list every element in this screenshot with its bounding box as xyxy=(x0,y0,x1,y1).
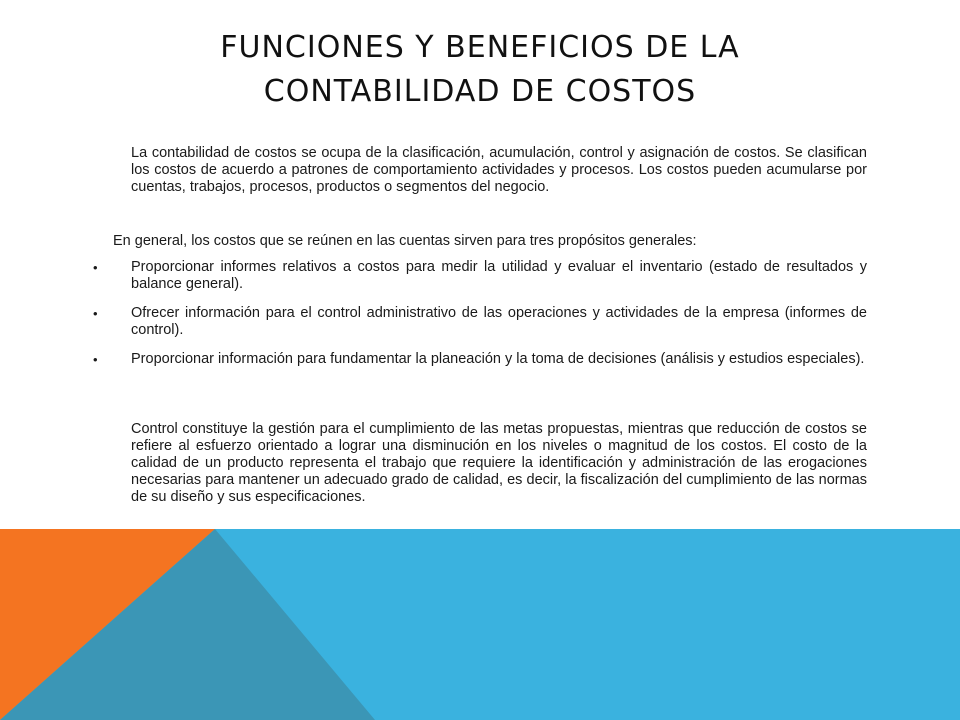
bullet-marker: • xyxy=(93,352,98,367)
list-item-text: Ofrecer información para el control administrativo de las operaciones y actividades de la empresa (informes de control). xyxy=(131,305,867,338)
paragraph-control: Control constituye la gestión para el cumplimiento de las metas propuestas, mientras que reducción de costos se refiere al esfuerzo orientado a lograr una disminución en los niveles o magnitud de los costos. El costo de la calidad de un producto representa el trabajo que requiere la identificación y administración de las erogaciones necesarias para mantener un adecuado grado de calidad, es decir, la fiscalización del cumplimiento de las normas de su diseño y sus especificaciones. xyxy=(131,421,867,505)
list-item xyxy=(93,259,867,293)
slide-title-line-1: FUNCIONES Y BENEFICIOS DE LA xyxy=(220,30,740,65)
list-item xyxy=(93,351,867,368)
list-item-text: Proporcionar informes relativos a costos para medir la utilidad y evaluar el inventario (estado de resultados y balance general). xyxy=(131,259,867,292)
purpose-list xyxy=(93,259,867,380)
bullet-marker: • xyxy=(93,306,98,321)
slide-title-line-2: CONTABILIDAD DE COSTOS xyxy=(263,74,697,109)
paragraph-intro: En general, los costos que se reúnen en las cuentas sirven para tres propósitos generales: xyxy=(113,233,697,249)
slide-title xyxy=(120,26,840,114)
decorative-footer-shapes xyxy=(0,529,960,720)
paragraph-definition: La contabilidad de costos se ocupa de la clasificación, acumulación, control y asignación de costos. Se clasifican los costos de acuerdo a patrones de comportamiento actividades y procesos. Los costos pueden acumularse por cuentas, trabajos, procesos, productos o segmentos del negocio. xyxy=(131,145,867,195)
bullet-marker: • xyxy=(93,260,98,275)
list-item-text: Proporcionar información para fundamentar la planeación y la toma de decisiones (análisis y estudios especiales). xyxy=(131,351,865,367)
list-item xyxy=(93,305,867,339)
